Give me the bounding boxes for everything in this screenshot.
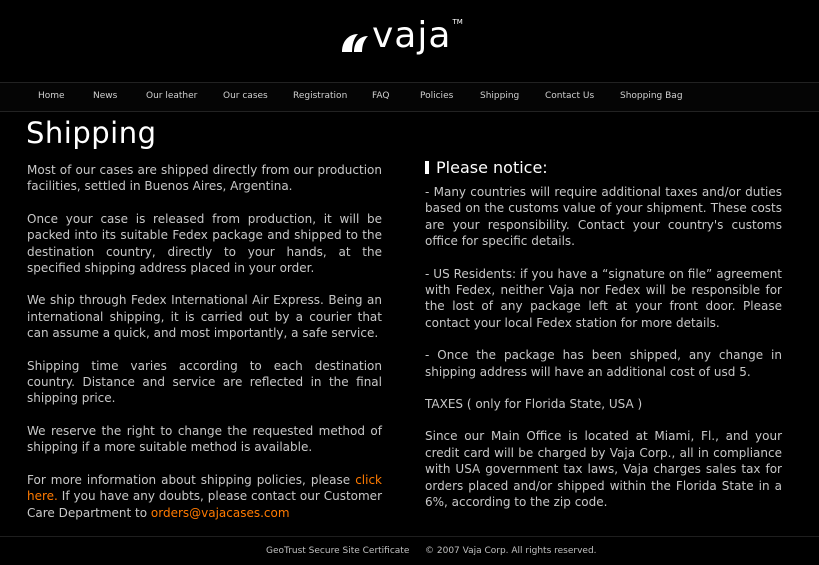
nav-our-cases[interactable]: Our cases [223, 91, 268, 101]
contact-text-before: For more information about shipping policies, please [27, 472, 356, 487]
taxes-paragraph: Since our Main Office is located at Miami, Fl., and your credit card will be charged by Vaja Corp., all in compliance with USA government tax laws, Vaja charges sales tax for orders placed and/or shipped within the Florida State in a 6%, according to the zip code. [425, 429, 782, 510]
logo-trademark: TM [452, 18, 463, 26]
notice-heading [425, 158, 782, 177]
contact-paragraph [27, 472, 382, 521]
geotrust-certificate-link[interactable]: GeoTrust Secure Site Certificate [266, 546, 410, 556]
shipping-paragraph: Once your case is released from production, it will be packed into its suitable Fedex package and shipped to the destination country, directly to your hands, at the specified shipping address placed in your order. [27, 211, 382, 276]
notice-paragraph: - Many countries will require additional taxes and/or duties based on the customs value of your shipment. These costs are your responsibility. Contact your country's customs office for specific details. [425, 185, 782, 249]
notice-column [425, 158, 782, 527]
notice-paragraph: - Once the package has been shipped, any change in shipping address will have an additional cost of usd 5. [425, 348, 782, 379]
nav-policies[interactable]: Policies [420, 91, 454, 101]
nav-registration[interactable]: Registration [293, 91, 348, 101]
logo-text: vaja [372, 15, 452, 56]
nav-faq[interactable]: FAQ [372, 91, 390, 101]
orders-email-link[interactable]: orders@vajacases.com [150, 505, 290, 520]
vaja-leaf-icon [340, 26, 370, 54]
notice-heading-text: Please notice: [436, 158, 548, 177]
footer [0, 536, 819, 565]
page-title: Shipping [26, 116, 157, 150]
vaja-logo[interactable] [340, 14, 463, 54]
nav-our-leather[interactable]: Our leather [146, 91, 198, 101]
contact-text-after: If you have any doubts, please contact our Customer Care Department to [27, 489, 382, 520]
shipping-paragraph: We ship through Fedex International Air Express. Being an international shipping, it is carried out by a courier that can assume a quick, and most importantly, a safe service. [27, 293, 382, 341]
shipping-paragraph: Shipping time varies according to each destination country. Distance and service are reflected in the final shipping price. [27, 358, 382, 406]
main-nav [0, 82, 819, 112]
shipping-paragraph: Most of our cases are shipped directly from our production facilities, settled in Buenos Aires, Argentina. [27, 163, 382, 194]
nav-shopping-bag[interactable]: Shopping Bag [620, 91, 683, 101]
nav-news[interactable]: News [93, 91, 118, 101]
shipping-paragraph: We reserve the right to change the requested method of shipping if a more suitable method is available. [27, 423, 382, 455]
notice-paragraph: - US Residents: if you have a “signature on file” agreement with Fedex, neither Vaja nor Fedex will be responsible for the lost of any package left at your front door. Please contact your local Fedex station for more details. [425, 266, 782, 330]
nav-home[interactable]: Home [38, 91, 65, 101]
nav-shipping[interactable]: Shipping [480, 91, 520, 101]
taxes-heading: TAXES ( only for Florida State, USA ) [425, 397, 643, 412]
copyright-text: © 2007 Vaja Corp. All rights reserved. [425, 546, 597, 556]
header [0, 0, 819, 82]
shipping-info-column [27, 162, 382, 537]
nav-contact-us[interactable]: Contact Us [545, 91, 595, 101]
heading-bar-icon [425, 161, 429, 174]
policies-link[interactable]: click here. [27, 472, 382, 504]
